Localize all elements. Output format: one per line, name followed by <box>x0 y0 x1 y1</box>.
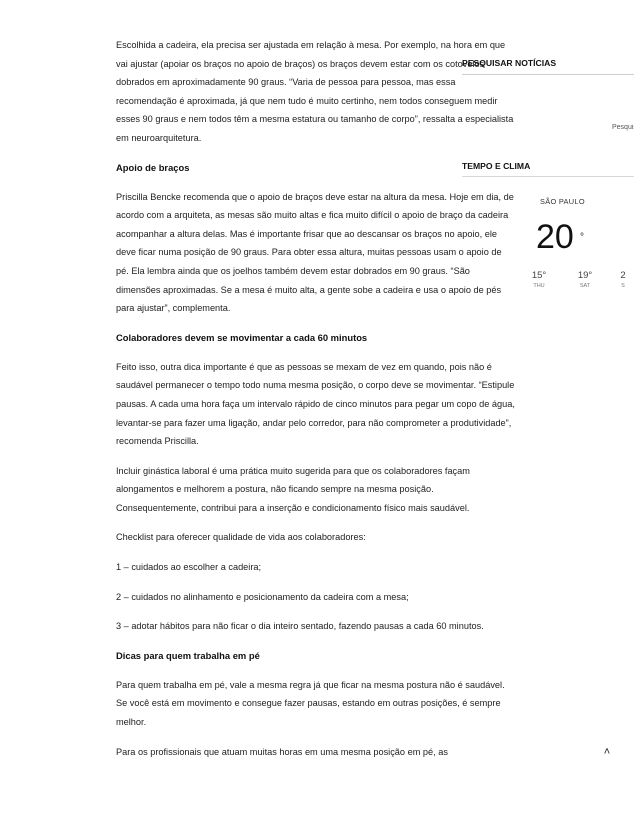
forecast-temp: 2 <box>620 270 626 281</box>
forecast-day <box>570 270 600 289</box>
degree-symbol: ° <box>580 232 584 243</box>
weather-city: SÃO PAULO <box>540 197 585 206</box>
forecast-weekday: S <box>621 283 625 289</box>
article-paragraph: Para os profissionais que atuam muitas horas em uma mesma posição em pé, as <box>116 746 448 757</box>
search-divider <box>462 74 634 75</box>
section-heading: Dicas para quem trabalha em pé <box>116 649 260 661</box>
forecast-temp: 19° <box>577 270 593 281</box>
article-body <box>116 36 516 772</box>
section-heading: Apoio de braços <box>116 161 190 173</box>
current-temperature: 20 <box>536 218 574 256</box>
forecast-temp: 15° <box>531 270 547 281</box>
forecast-weekday: THU <box>533 283 545 289</box>
checklist-item: 2 – cuidados no alinhamento e posicionamento da cadeira com a mesa; <box>116 591 409 602</box>
chevron-up-icon[interactable]: ˄ <box>603 746 611 758</box>
article-paragraph: Escolhida a cadeira, ela precisa ser ajustada em relação à mesa. Por exemplo, na hora em que vai ajustar (apoiar os braços no apoio de braços) os braços devem estar com os cotovelos dobrados em aproximadamente 90 graus. “Varia de pessoa para pessoa, mas essa recomendação é aproximada, já que nem tudo é muito certinho, nem todos conseguem medir esses 90 graus e nem todos têm a mesma estatura ou tamanho de corpo”, ressalta a especialista em neuroarquitetura. <box>116 40 514 143</box>
search-widget-title: PESQUISAR NOTÍCIAS <box>462 58 557 68</box>
sidebar <box>462 0 634 815</box>
weather-widget-title: TEMPO E CLIMA <box>462 161 531 171</box>
search-input[interactable] <box>612 120 634 134</box>
section-heading: Colaboradores devem se movimentar a cada 60 minutos <box>116 331 368 343</box>
weather-divider <box>462 176 634 177</box>
article-paragraph: Feito isso, outra dica importante é que as pessoas se mexam de vez em quando, pois não é saudável permanecer o tempo todo numa mesma posição, o corpo deve se movimentar. “Estipule pausas. A cada uma hora faça um intervalo rápido de cinco minutos para pegar um copo de água, levantar-se para fazer uma ligação, andar pelo corredor, para não comprometer a produtividade”, recomenda Priscilla. <box>116 361 515 447</box>
forecast-day <box>612 270 634 289</box>
article-paragraph: Para quem trabalha em pé, vale a mesma regra já que ficar na mesma postura não é saudável. Se você está em movimento e consegue fazer pausas, estando em outras posições, é sempre melhor. <box>116 679 505 728</box>
article-paragraph: Checklist para oferecer qualidade de vida aos colaboradores: <box>116 532 366 543</box>
checklist-item: 3 – adotar hábitos para não ficar o dia inteiro sentado, fazendo pausas a cada 60 minutos. <box>116 621 484 632</box>
article-paragraph: Priscilla Bencke recomenda que o apoio de braços deve estar na altura da mesa. Hoje em dia, de acordo com a arquiteta, as mesas são muito altas e fica muito difícil o apoio de braço da cadeira acompanhar a altura delas. Mas é importante frisar que ao descansar os braços no apoio, ele deve ficar numa posição de 90 graus. Para obter essa altura, muitas pessoas usam o apoio de pé. Ela lembra ainda que os joelhos também devem estar dobrados em 90 graus. “São dimensões aproximadas. Se a mesa é muito alta, a gente sobe a cadeira e usa o apoio de pés para ajustar”, complementa. <box>116 191 514 314</box>
checklist-item: 1 – cuidados ao escolher a cadeira; <box>116 562 262 573</box>
forecast-day <box>524 270 554 289</box>
forecast-weekday: SAT <box>579 283 591 289</box>
article-paragraph: Incluir ginástica laboral é uma prática muito sugerida para que os colaboradores façam alongamentos e melhorem a postura, não ficando sempre na mesma posição. Consequentemente, contribui para a inserção e condicionamento físico mais saudável. <box>116 465 470 513</box>
